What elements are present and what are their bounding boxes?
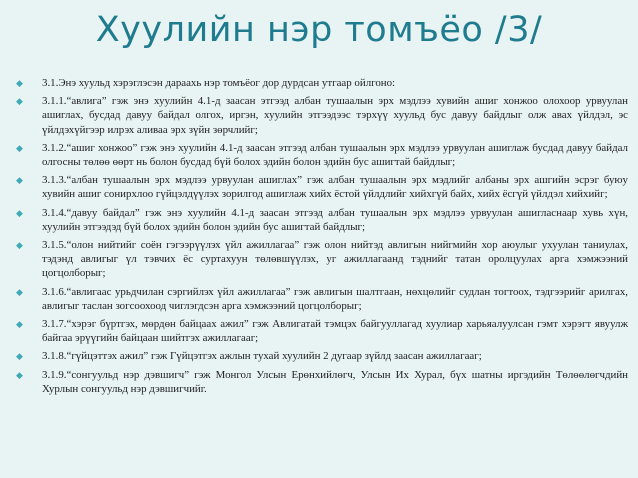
list-item-text: 3.1.4.“давуу байдал” гэж энэ хуулийн 4.1-д заасан этгээд албан тушаалын эрх мэдлээ урвуулан ашигласнаар хувь хүн, хуулийн этгээдэд бүй болох эдийн болон эдийн бус ашигтай байдлыг;	[42, 206, 628, 233]
list-item-text: 3.1.8.“гүйцэттэх ажил” гэж Гүйцэтгэх ажлын тухай хуулийн 2 дугаар зүйлд заасан ажиллагааг;	[42, 350, 482, 363]
list-item-text: 3.1.9.“сонгуульд нэр дэвшигч” гэж Монгол Улсын Ерөнхийлөгч, Улсын Их Хурал, бүх шатны иргэдийн Төлөөлөгчдийн Хурлын сонгуульд нэр дэвшигчийг.	[42, 368, 628, 395]
diamond-bullet-icon: ◆	[16, 78, 23, 88]
list-item	[14, 206, 628, 234]
bullet-list	[14, 76, 628, 400]
diamond-bullet-icon: ◆	[16, 175, 23, 186]
slide-title: Хуулийн нэр томъёо /3/	[95, 10, 543, 50]
list-item-text: 3.1.5.“олон нийтийг соён гэгээрүүлэх үйл ажиллагаа” гэж олон нийтэд авлигын нийгмийн хор аюулыг ухуулан таниулах, тэдэнд авлигыг үл тэвчих ёс суртахуун төлөвшүүлэх, уг ажиллагаанд тэднийг татан оролцуулах арга хэмжээний цогцолборыг;	[42, 239, 628, 280]
list-item	[14, 76, 628, 90]
list-item-text: 3.1.3.“албан тушаалын эрх мэдлээ урвуулан ашиглах” гэж албан тушаалын эрх мэдлийг албаны эрх ашгийн эсрэг буюу хувийн ашиг сонирхлоо гүйцэлдүүлэх зорилгод ашиглаж хийх ёстой үйлдлийг хийхгүй байх, хийх ёсгүй үйлдэл хийхийг;	[42, 174, 628, 201]
list-item	[14, 349, 628, 363]
list-item	[14, 238, 628, 281]
list-item	[14, 173, 628, 201]
list-item	[14, 285, 628, 313]
diamond-bullet-icon: ◆	[16, 319, 23, 330]
diamond-bullet-icon: ◆	[16, 207, 23, 218]
list-item-text: 3.1.1.“авлига” гэж энэ хуулийн 4.1-д заасан этгээд албан тушаалын эрх мэдлээ хувийн ашиг хонжоо олохоор урвуулан ашиглах, бусдад давуу байдал олгох, иргэн, хуулийн этгээдээс тэрхүү хуульд бус давуу байдлыг олж авах үйлдэл, эс үйлдэхүйгээр илрэх аливаа эрх зүйн зөрчлийг;	[42, 95, 628, 136]
list-item-text: 3.1.Энэ хуульд хэрэглэсэн дараахь нэр томъёог дор дурдсан утгаар ойлгоно:	[42, 77, 396, 89]
diamond-bullet-icon: ◆	[16, 286, 23, 297]
diamond-bullet-icon: ◆	[16, 240, 23, 251]
diamond-bullet-icon: ◆	[16, 142, 23, 153]
list-item	[14, 317, 628, 345]
list-item-text: 3.1.6.“авлигаас урьдчилан сэргийлэх үйл ажиллагаа” гэж авлигын шалтгаан, нөхцөлийг судлан тогтоох, тэдгээрийг арилгах, авлигыг таслан зогсоохоод чиглэгдсэн арга хэмжээний цогцолборыг;	[42, 285, 628, 312]
list-item	[14, 141, 628, 169]
diamond-bullet-icon: ◆	[16, 96, 23, 107]
diamond-bullet-icon: ◆	[16, 351, 23, 362]
list-item	[14, 368, 628, 396]
list-item	[14, 94, 628, 137]
diamond-bullet-icon: ◆	[16, 369, 23, 380]
list-item-text: 3.1.2.“ашиг хонжоо” гэж энэ хуулийн 4.1-д заасан этгээд албан тушаалын эрх мэдлээ урвуулан ашиглаж бусдад давуу байдал олгосны төлөө өөрт нь болон бусдад бүй болох эдийн болон эдийн бус ашигтай байдлыг;	[42, 141, 628, 169]
list-item-text: 3.1.7.“хэрэг бүртгэх, мөрдөн байцаах ажил” гэж Авлигатай тэмцэх байгууллагад хуулиар харьяалуулсан гэмт хэрэгт явуулж байгаа эрүүгийн байцаан шийтгэх ажиллагааг;	[42, 318, 628, 345]
